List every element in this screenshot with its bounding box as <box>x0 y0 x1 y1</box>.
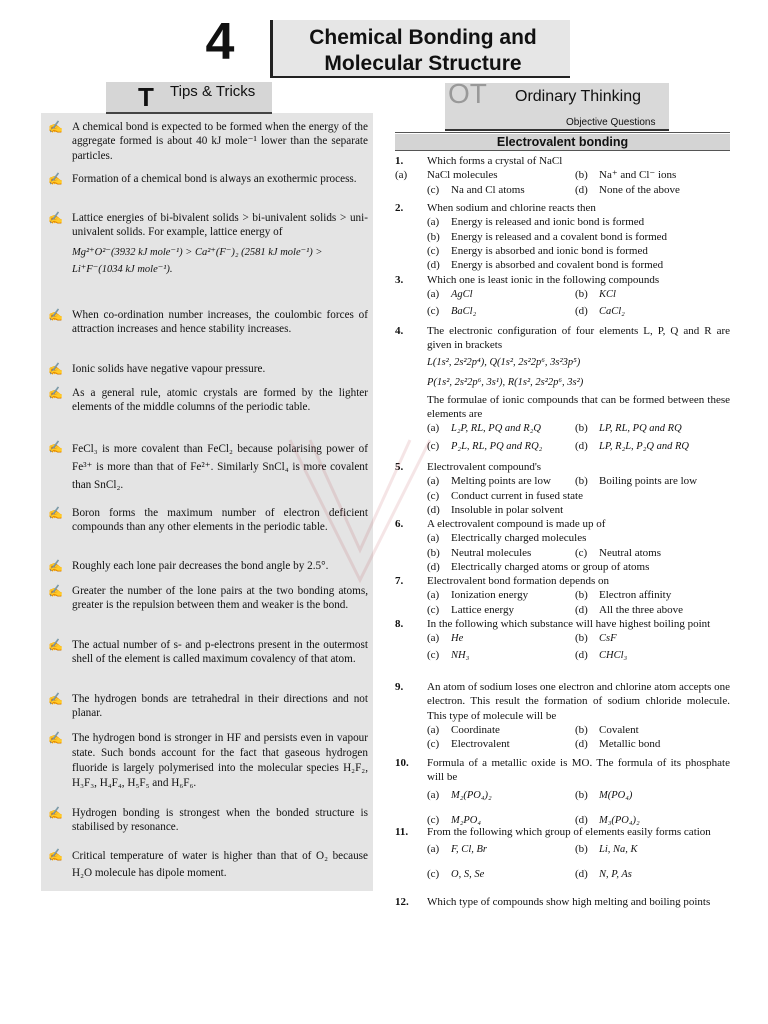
option-row: (c) BaCl₂ (d) CaCl₂ <box>427 305 625 318</box>
option-row: (c) Electrovalent (d) Metallic bond <box>427 738 661 751</box>
question-10: 10. Formula of a metallic oxide is MO. The formula of its phosphate will be (a) M₂(PO₄)₂ (b) M(PO₄) (c) M₂PO₄ (d) M₃(PO₄)₂ <box>395 756 730 835</box>
pen-icon: ✍ <box>48 638 63 652</box>
question-7: 7. Electrovalent bond formation depends on (a) Ionization energy (b) Electron affinity (c) Lattice energy (d) All the three above <box>395 574 730 617</box>
option-row: (b) Neutral molecules (c) Neutral atoms <box>427 546 662 559</box>
option-row: (c) NH₃ (d) CHCl₃ <box>427 649 628 662</box>
tip-item: ✍ Lattice energies of bi-bivalent solids > bi-univalent solids > uni-univalent solids. For example, lattice energy of Mg²⁺O²⁻(3932 kJ mole⁻¹) > Ca²⁺(F⁻)₂ (2581 kJ mole⁻¹) > Li⁺F⁻(1034 kJ mole⁻¹). <box>48 211 368 277</box>
option-row: (a) He (b) CsF <box>427 632 617 645</box>
title-line-1: Chemical Bonding and <box>309 26 537 49</box>
configuration-line: P(1s², 2s²2p⁶, 3s¹), R(1s², 2s²2p⁶, 3s²) <box>427 376 584 388</box>
question-9: 9. An atom of sodium loses one electron and chlorine atom accepts one electron. This result the formation of sodium chloride molecule. This type of molecule will be (a) Coordinate (b) Covalent (c) Electrovalent (d) Metallic bond <box>395 681 730 751</box>
option-row: (a) L₂P, RL, PQ and R₂Q (b) LP, RL, PQ and RQ <box>427 422 682 435</box>
pen-icon: ✍ <box>48 172 63 186</box>
tip-item: ✍ Hydrogen bonding is strongest when the bonded structure is stabilised by resonance. <box>48 806 368 834</box>
option: (a) Energy is released and ionic bond is formed <box>427 216 645 229</box>
option: (c) Conduct current in fused state <box>427 489 583 502</box>
title-divider <box>270 20 273 76</box>
option: (d) Energy is absorbed and covalent bond is formed <box>427 259 664 272</box>
pen-icon: ✍ <box>48 731 63 745</box>
tip-item: ✍ A chemical bond is expected to be formed when the energy of the aggregate formed is about 40 kJ mole⁻¹ lower than the separate particles. <box>48 120 368 162</box>
pen-icon: ✍ <box>48 120 63 134</box>
chapter-number: 4 <box>205 13 235 71</box>
pen-icon: ✍ <box>48 584 63 598</box>
question-1: 1. Which forms a crystal of NaCl (a) NaCl molecules (b) Na⁺ and Cl⁻ ions (c) Na and Cl atoms (d) None of the above <box>395 154 730 197</box>
option-row: (a) M₂(PO₄)₂ (b) M(PO₄) <box>427 788 633 801</box>
option-row: (c) P₂L, RL, PQ and RQ₂ (d) LP, R₂L, P₂Q and RQ <box>427 440 689 453</box>
tip-item: ✍ FeCl₃ is more covalent than FeCl₂ because polarising power of Fe³⁺ is more than that of Fe²⁺. Similarly SnCl₄ is more covalent than SnCl₂. <box>48 440 368 491</box>
option-row: (a) NaCl molecules (b) Na⁺ and Cl⁻ ions <box>395 169 677 182</box>
tip-item: ✍ The hydrogen bonds are tetrahedral in their directions and not planar. <box>48 692 368 720</box>
pen-icon: ✍ <box>48 308 63 322</box>
option: (d) Electrically charged atoms or group of atoms <box>427 560 650 573</box>
question-11: 11. From the following which group of elements easily forms cation (a) F, Cl, Br (b) Li, Na, K (c) O, S, Se (d) N, P, As <box>395 825 730 889</box>
option-row: (a) AgCl (b) KCl <box>427 288 616 301</box>
configuration-line: L(1s², 2s²2p⁴), Q(1s², 2s²2p⁶, 3s²3p⁵) <box>427 356 581 368</box>
tip-item: ✍ Roughly each lone pair decreases the bond angle by 2.5°. <box>48 559 329 573</box>
option-row: (c) Lattice energy (d) All the three above <box>427 603 683 616</box>
tips-heading: Tips & Tricks <box>170 83 256 100</box>
pen-icon: ✍ <box>48 559 63 573</box>
pen-icon: ✍ <box>48 386 63 400</box>
pen-icon: ✍ <box>48 440 63 454</box>
section-title: Electrovalent bonding <box>496 135 629 149</box>
option: (c) Energy is absorbed and ionic bond is formed <box>427 244 648 257</box>
section-rule <box>395 132 730 133</box>
question-8: 8. In the following which substance will have highest boiling point (a) He (b) CsF (c) NH₃ (d) CHCl₃ <box>395 617 730 665</box>
pen-icon: ✍ <box>48 362 63 376</box>
option: (d) Insoluble in polar solvent <box>427 503 564 516</box>
tips-badge-letter: T <box>138 82 154 112</box>
option-row: (c) Na and Cl atoms (d) None of the above <box>427 183 680 196</box>
tip-item: ✍ Critical temperature of water is higher than that of O₂ because H₂O molecule has dipole moment. <box>48 848 368 879</box>
chapter-title <box>276 25 570 77</box>
tip-item: ✍ As a general rule, atomic crystals are formed by the lighter elements of the middle columns of the periodic table. <box>48 386 368 414</box>
tip-item: ✍ The hydrogen bond is stronger in HF and persists even in vapour state. Such bonds account for the fact that gaseous hydrogen fluoride is largely polymerised into the molecular species H₂F₂, H₃F₃, H₄F₄, H₅F₅ and H₆F₆. <box>48 731 368 789</box>
lattice-formula-line-1: Mg²⁺O²⁻(3932 kJ mole⁻¹) > Ca²⁺(F⁻)₂ (2581 kJ mole⁻¹) > <box>72 246 323 258</box>
question-12: 12. Which type of compounds show high melting and boiling points <box>395 896 711 908</box>
option: (b) Energy is released and a covalent bond is formed <box>427 230 668 243</box>
title-line-2: Molecular Structure <box>324 52 522 75</box>
pen-icon: ✍ <box>48 211 63 225</box>
option-row: (a) F, Cl, Br (b) Li, Na, K <box>427 843 638 856</box>
lattice-formula-line-2: Li⁺F⁻(1034 kJ mole⁻¹). <box>72 263 173 275</box>
question-5: 5. Electrovalent compound's (a) Melting points are low (b) Boiling points are low (c) Conduct current in fused state (d) Insoluble in polar solvent <box>395 460 730 517</box>
option-row: (a) Coordinate (b) Covalent <box>427 723 639 736</box>
pen-icon: ✍ <box>48 806 63 820</box>
tip-item: ✍ Boron forms the maximum number of electron deficient compounds than any other elements in the periodic table. <box>48 506 368 534</box>
question-2: 2. When sodium and chlorine reacts then (a) Energy is released and ionic bond is formed (b) Energy is released and a covalent bond is formed (c) Energy is absorbed and ionic bond is formed (d) Energy is absorbed and covalent bond is formed <box>395 201 730 272</box>
tip-item: ✍ When co-ordination number increases, the coulombic forces of attraction increases and hence stability increases. <box>48 308 368 336</box>
pen-icon: ✍ <box>48 692 63 706</box>
pen-icon: ✍ <box>48 506 63 520</box>
ot-badge: OT <box>448 78 487 109</box>
option-row: (a) Ionization energy (b) Electron affinity <box>427 589 672 602</box>
option-row: (a) Melting points are low (b) Boiling points are low <box>427 475 698 488</box>
pen-icon: ✍ <box>48 848 63 862</box>
ot-subheading: Objective Questions <box>566 117 656 128</box>
option: (a) Electrically charged molecules <box>427 532 587 545</box>
tip-item: ✍ Greater the number of the lone pairs at the two bonding atoms, greater is the repulsion between them and weaker is the bond. <box>48 584 368 612</box>
option-row: (c) O, S, Se (d) N, P, As <box>427 868 632 881</box>
tip-item: ✍ Formation of a chemical bond is always an exothermic process. <box>48 172 357 186</box>
question-4: 4. The electronic configuration of four elements L, P, Q and R are given in brackets L(1s², 2s²2p⁴), Q(1s², 2s²2p⁶, 3s²3p⁵) P(1s², 2s²2p⁶, 3s¹), R(1s², 2s²2p⁶, 3s²) The formulae of ionic compounds that can be formed between these elements are (a) L₂P, RL, PQ and R₂Q (b) LP, RL, PQ and RQ (c) P₂L, RL, PQ and RQ₂ (d) LP, R₂L, P₂Q and RQ <box>395 324 730 457</box>
ot-heading: Ordinary Thinking <box>515 88 641 105</box>
option-row: (c) M₂PO₄ (d) M₃(PO₄)₂ <box>427 813 640 826</box>
question-3: 3. Which one is least ionic in the following compounds (a) AgCl (b) KCl (c) BaCl₂ (d) CaCl₂ <box>395 273 730 321</box>
tip-item: ✍ Ionic solids have negative vapour pressure. <box>48 362 266 376</box>
question-6: 6. A electrovalent compound is made up of (a) Electrically charged molecules (b) Neutral molecules (c) Neutral atoms (d) Electrically charged atoms or group of atoms <box>395 517 730 574</box>
tip-item: ✍ The actual number of s- and p-electrons present in the outermost shell of the element is called maximum covalency of that atom. <box>48 638 368 666</box>
title-underline <box>270 76 570 78</box>
